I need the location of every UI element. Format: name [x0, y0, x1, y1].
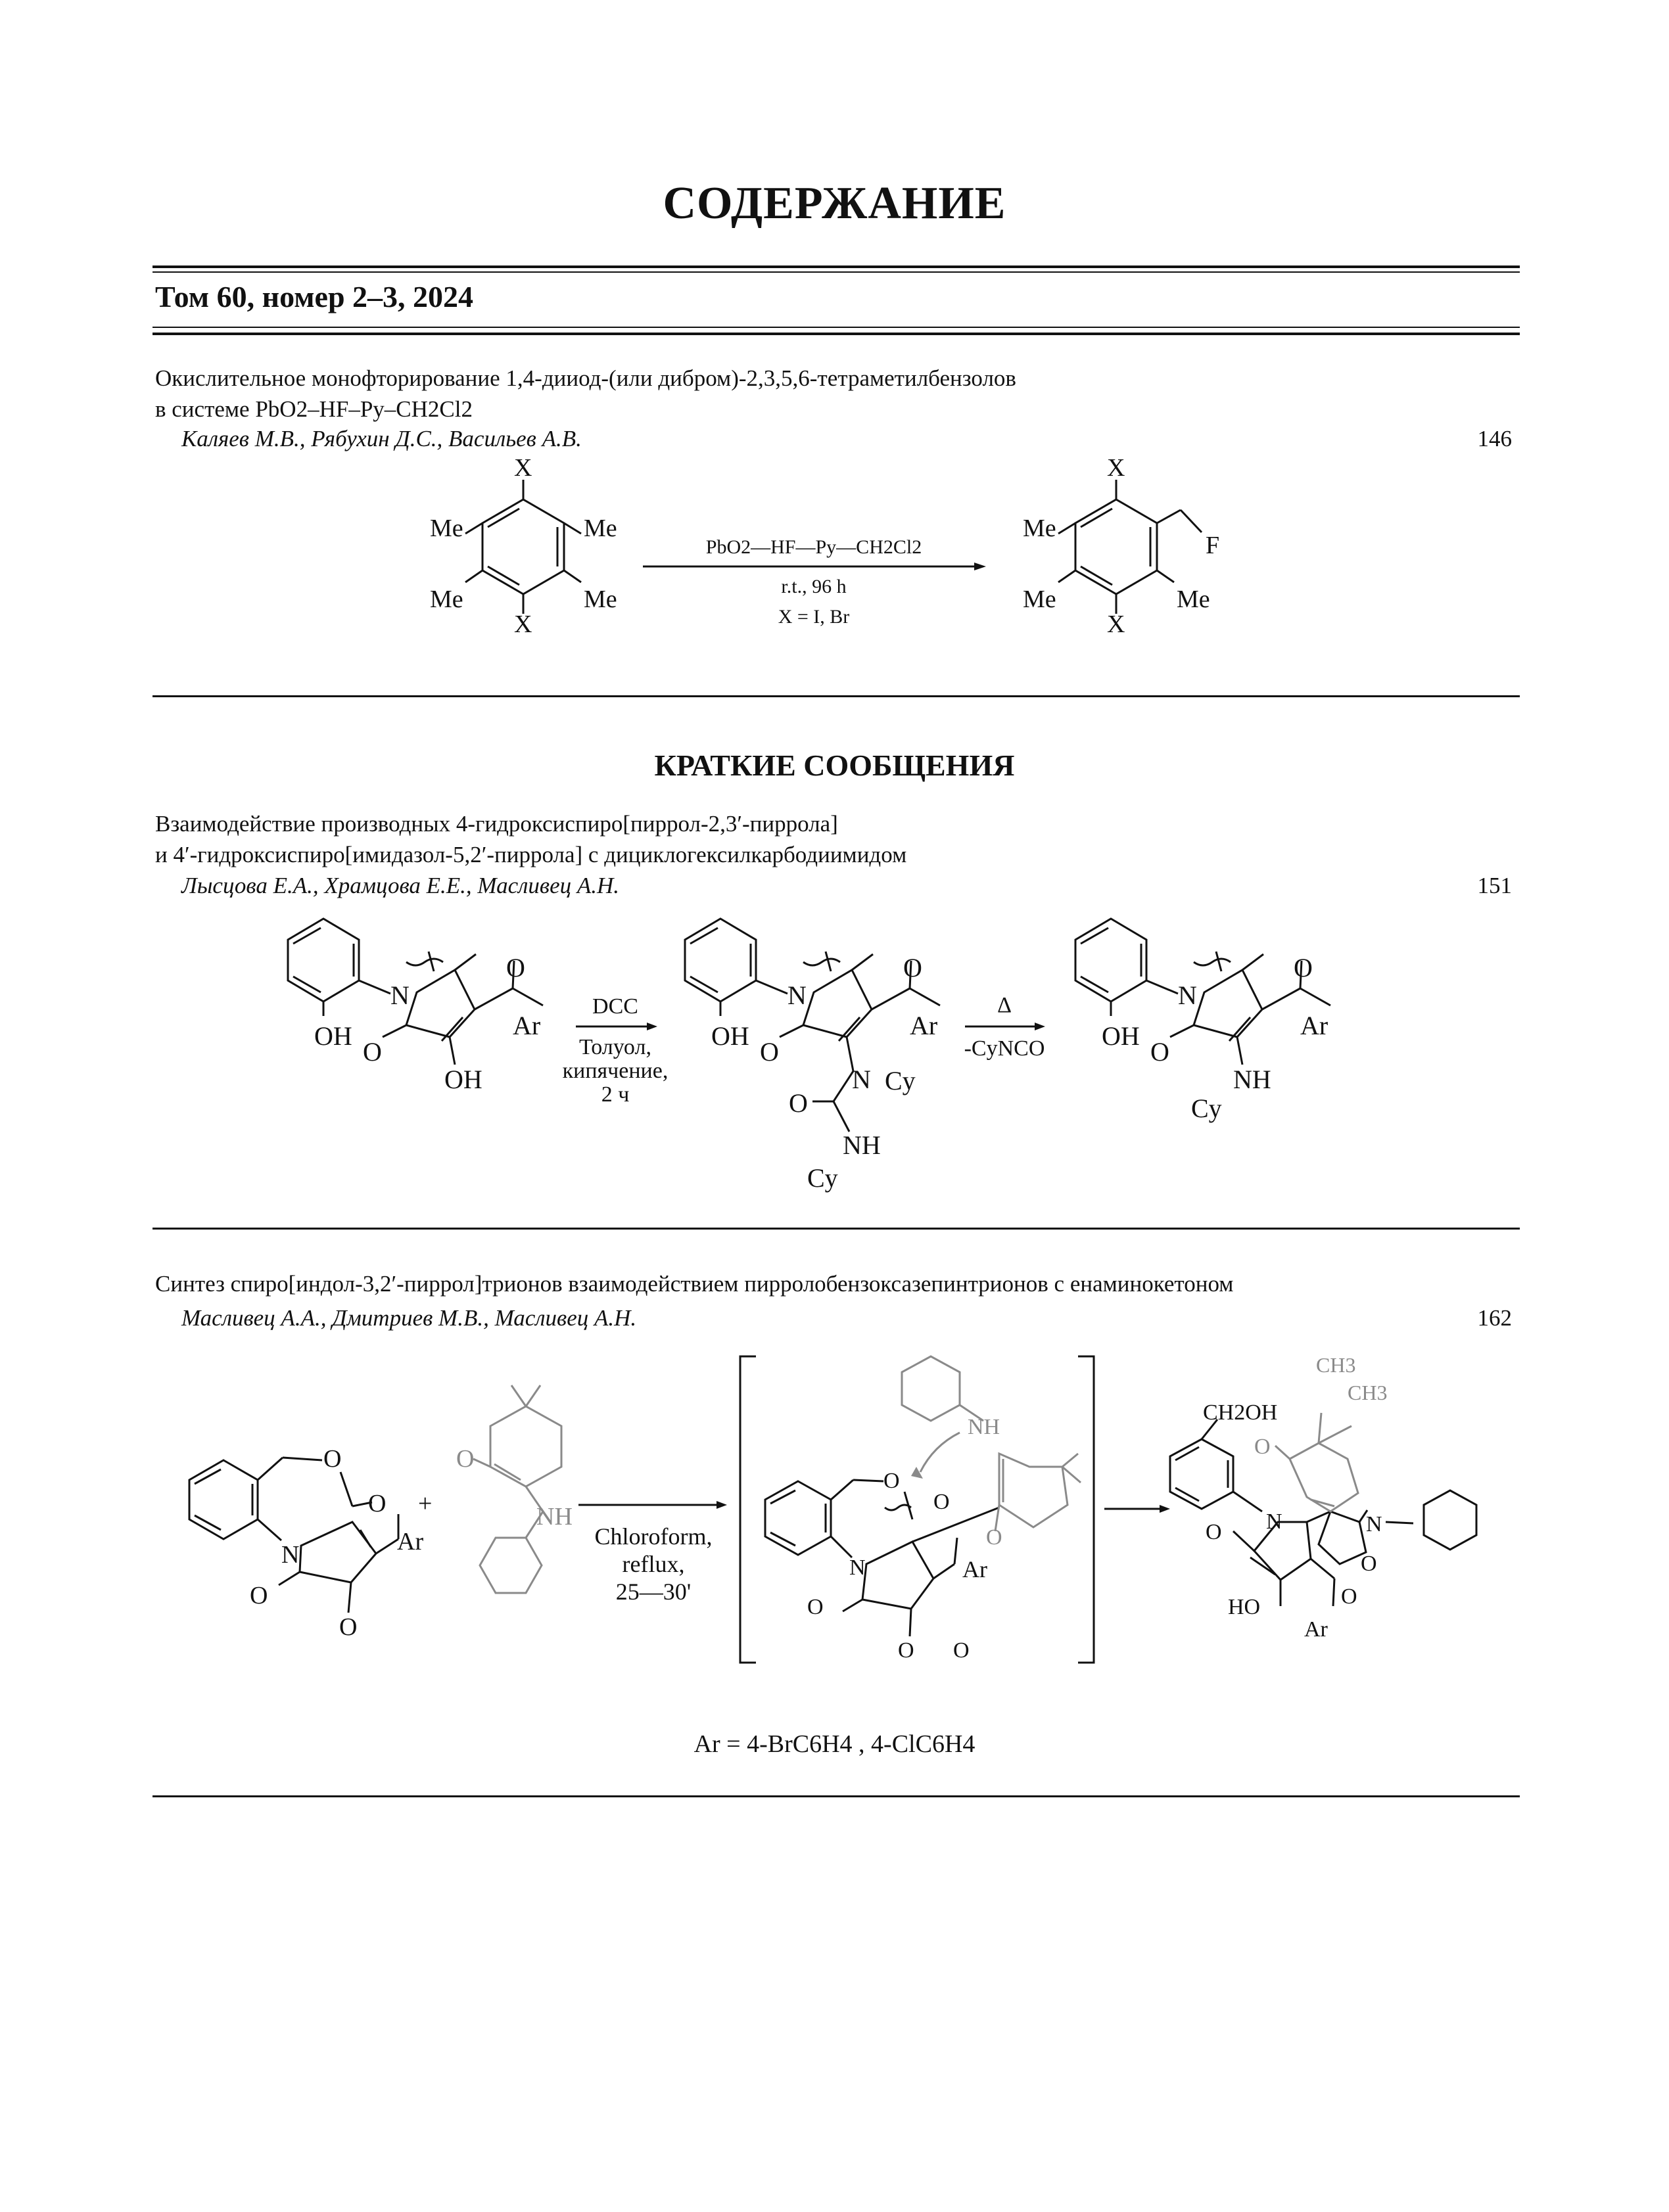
transition-state-brackets [740, 1356, 1094, 1663]
substituent-label: Me [430, 586, 463, 613]
atom-label: O [250, 1582, 268, 1609]
product-structure [1170, 1419, 1476, 1606]
atom-label: O [953, 1638, 970, 1663]
atom-label: O [1341, 1584, 1357, 1609]
atom-label: O [903, 953, 922, 982]
article-page-number: 162 [1477, 1305, 1512, 1331]
article-authors: Каляев М.В., Рябухин Д.С., Васильев А.В. [181, 426, 582, 451]
conditions-label: кипячение, [562, 1059, 669, 1083]
substituent-label: X [1107, 611, 1125, 638]
article-title-line: Взаимодействие производных 4-гидроксиспиро[пиррол-2,3′-пиррола] [155, 811, 838, 837]
substituent-definition: X = I, Br [778, 606, 850, 628]
atom-label: N [1178, 980, 1197, 1010]
atom-label: O [368, 1490, 387, 1517]
aryl-definition: Ar = 4-BrC6H4 , 4-ClC6H4 [693, 1730, 976, 1758]
atom-label: O [1206, 1520, 1222, 1544]
hydroxyl-label: OH [711, 1021, 749, 1051]
page-title: СОДЕРЖАНИЕ [663, 178, 1006, 229]
substituent-label: Me [1023, 586, 1056, 613]
conditions-label: 2 ч [601, 1082, 630, 1107]
atom-label: O [1150, 1037, 1169, 1067]
amine-label: NH [968, 1415, 1000, 1439]
methyl-label: CH3 [1316, 1353, 1356, 1377]
article-authors: Масливец А.А., Дмитриев М.В., Масливец А.Н. [181, 1305, 637, 1331]
atom-label: N [1366, 1512, 1382, 1536]
conditions-label: Chloroform, [594, 1523, 713, 1550]
atom-label: O [1361, 1552, 1377, 1576]
atom-label: O [1254, 1435, 1271, 1459]
aryl-label: Ar [1304, 1617, 1328, 1642]
atom-label: O [807, 1595, 824, 1619]
cyclohexyl-label: Cy [807, 1163, 838, 1193]
divider [153, 1795, 1520, 1797]
product-gray-fragment [1275, 1413, 1358, 1511]
substituent-label: Me [1177, 586, 1210, 613]
substituent-label: X [514, 454, 532, 482]
conditions-label: Толуол, [579, 1035, 651, 1059]
atom-label: O [883, 1469, 900, 1493]
plus-sign: + [418, 1490, 433, 1517]
methyl-label: CH3 [1348, 1381, 1388, 1404]
atom-label: N [849, 1555, 866, 1580]
aryl-label: Ar [397, 1528, 424, 1555]
arrow-head-icon [1160, 1505, 1170, 1513]
intermediate-gray-fragment [902, 1356, 1081, 1531]
reagent-label: PbO2—HF—Py—CH2Cl2 [705, 536, 922, 558]
substituent-label: Me [1023, 515, 1056, 542]
atom-label: O [506, 953, 525, 982]
amine-label: NH [536, 1503, 573, 1531]
article-title-line: в системе PbO2–HF–Py–CH2Cl2 [155, 396, 473, 422]
article-page-number: 146 [1477, 426, 1512, 451]
atom-label: O [323, 1445, 342, 1473]
hydroxyl-label: OH [1102, 1021, 1140, 1051]
conditions-label: r.t., 96 h [781, 576, 847, 597]
article-title-line: Синтез спиро[индол-3,2′-пиррол]трионов взаимодействием пирролобензоксазепинтрионов с енаминокетоном [155, 1271, 1234, 1297]
conditions-label: -CyNCO [964, 1036, 1045, 1061]
atom-label: O [898, 1638, 914, 1663]
reagent-label: DCC [592, 994, 638, 1019]
hydroxymethyl-label: CH2OH [1203, 1400, 1278, 1425]
atom-label: N [852, 1065, 871, 1094]
substituent-label: X [1107, 454, 1125, 482]
hydroxyl-label: OH [444, 1065, 482, 1094]
substituent-label: Me [584, 515, 617, 542]
atom-label: O [363, 1037, 382, 1067]
atom-label: N [281, 1541, 300, 1569]
aryl-label: Ar [1300, 1011, 1328, 1040]
atom-label: O [339, 1613, 358, 1641]
atom-label: O [760, 1037, 779, 1067]
article-title-line: Окислительное монофторирование 1,4-дииод-(или дибром)-2,3,5,6-тетраметилбензолов [155, 365, 1016, 391]
reagent-label: Δ [997, 993, 1012, 1017]
atom-label: O [986, 1525, 1002, 1550]
conditions-label: 25—30' [615, 1578, 692, 1605]
conditions-label: reflux, [622, 1551, 685, 1577]
atom-label: N [787, 980, 807, 1010]
hydroxyl-label: HO [1228, 1595, 1261, 1619]
atom-label: N [1266, 1509, 1282, 1534]
cyclohexyl-label: Cy [1191, 1094, 1222, 1123]
atom-label: O [456, 1445, 475, 1473]
atom-label: N [390, 980, 410, 1010]
enaminoketone-structure [473, 1385, 561, 1593]
amine-label: NH [843, 1130, 881, 1160]
article-page-number: 151 [1477, 873, 1512, 898]
aryl-label: Ar [962, 1556, 987, 1582]
substituent-label: X [514, 611, 532, 638]
section-heading: КРАТКИЕ СООБЩЕНИЯ [654, 749, 1015, 782]
issue-heading: Том 60, номер 2–3, 2024 [155, 280, 474, 313]
substituent-label: F [1206, 532, 1220, 559]
aryl-label: Ar [513, 1011, 541, 1040]
substituent-label: Me [430, 515, 463, 542]
substituent-label: Me [584, 586, 617, 613]
atom-label: O [933, 1490, 950, 1514]
atom-label: O [1294, 953, 1313, 982]
hydroxyl-label: OH [314, 1021, 352, 1051]
article-authors: Лысцова Е.А., Храмцова Е.Е., Масливец А.Н. [181, 873, 620, 898]
reactant-structure [189, 1458, 398, 1613]
cyclohexyl-label: Cy [885, 1066, 916, 1095]
atom-label: O [789, 1088, 808, 1118]
article-title-line: и 4′-гидроксиспиро[имидазол-5,2′-пиррола] с дициклогексилкарбодиимидом [155, 842, 907, 867]
arrow-head-icon [717, 1501, 727, 1509]
aryl-label: Ar [910, 1011, 938, 1040]
amine-label: NH [1233, 1065, 1271, 1094]
